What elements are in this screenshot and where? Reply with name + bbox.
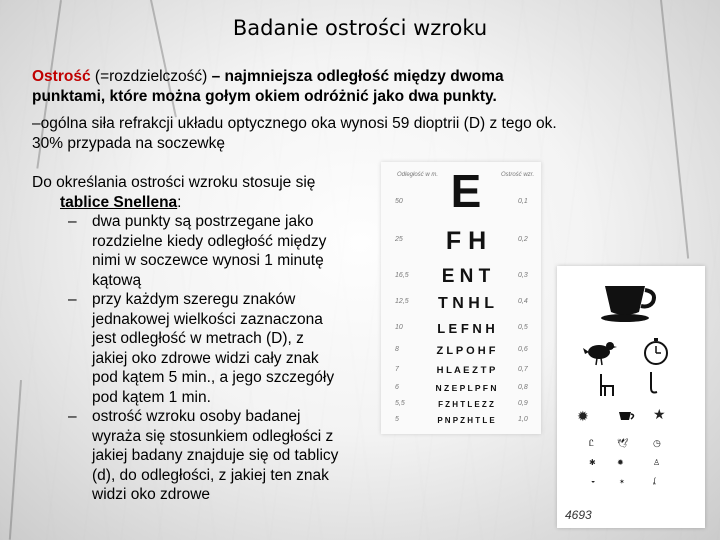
snellen-acuity: 0,4 bbox=[518, 298, 528, 305]
bullet-line: wyraża się stosunkiem odległości z bbox=[92, 427, 334, 445]
bullet-line: przy każdym szeregu znaków bbox=[92, 291, 296, 308]
snellen-acuity: 0,3 bbox=[518, 272, 528, 279]
snellen-acuity: 0,8 bbox=[518, 384, 528, 391]
intro-colon: : bbox=[177, 193, 182, 211]
snellen-row bbox=[381, 319, 541, 339]
star-icon: ✱ bbox=[589, 458, 596, 467]
snellen-header-right: Ostrość wzr. bbox=[501, 172, 535, 178]
bullet-item bbox=[32, 212, 382, 290]
intro-term-line bbox=[32, 193, 382, 213]
snellen-row bbox=[381, 226, 541, 256]
picture-chart bbox=[557, 266, 705, 528]
snellen-acuity: 0,7 bbox=[518, 366, 528, 373]
snellen-row bbox=[381, 265, 541, 289]
hook-icon bbox=[647, 372, 661, 396]
snellen-row bbox=[381, 293, 541, 315]
snellen-header-left: Odległość w m. bbox=[397, 172, 439, 178]
snellen-acuity: 0,1 bbox=[518, 198, 528, 205]
snellen-distance: 7 bbox=[395, 366, 399, 373]
bullet-line: rozdzielne kiedy odległość między bbox=[92, 232, 327, 250]
snellen-distance: 8 bbox=[395, 346, 399, 353]
bullet-line: dwa punkty są postrzegane jako bbox=[92, 213, 314, 230]
definition-line-4: 30% przypada na soczewkę bbox=[32, 135, 226, 152]
chair-icon bbox=[597, 374, 617, 396]
bullet-line: jest odległość w metrach (D), z bbox=[92, 330, 304, 347]
chair-icon: ♙ bbox=[653, 458, 661, 467]
snellen-acuity: 0,2 bbox=[518, 236, 528, 243]
snellen-distance: 5 bbox=[395, 416, 399, 423]
page-title: Badanie ostrości wzroku bbox=[232, 16, 488, 40]
snellen-acuity: 0,9 bbox=[518, 400, 528, 407]
bullet-line: ostrość wzroku osoby badanej bbox=[92, 408, 301, 425]
snellen-letters: L E F N H bbox=[437, 321, 495, 336]
bird-icon bbox=[583, 338, 617, 366]
bullet-line: (d), do odległości, z jakiej ten znak bbox=[92, 466, 329, 484]
snellen-row bbox=[381, 166, 541, 216]
snellen-letters: H L A E Z T P bbox=[436, 365, 496, 376]
sun-icon: ✹ bbox=[617, 458, 624, 467]
hook-icon: ʆ bbox=[653, 478, 656, 485]
picture-chart-number: 4693 bbox=[565, 508, 592, 522]
bullet-line: widzi oko zdrowe bbox=[92, 486, 211, 503]
snellen-chart bbox=[381, 162, 541, 434]
snellen-letters: E N T bbox=[441, 266, 491, 287]
bullet-line: pod kątem 5 min., a jego szczegóły bbox=[92, 369, 335, 386]
snellen-acuity: 0,6 bbox=[518, 346, 528, 353]
bullet-item bbox=[32, 290, 382, 407]
cup-icon: ◒ bbox=[591, 478, 596, 485]
bullet-line: jakiej badany znajduje się od tablicy bbox=[92, 447, 339, 464]
snellen-term: tablice Snellena bbox=[60, 193, 178, 211]
bullet-line: jakiej oko zdrowe widzi cały znak bbox=[92, 349, 319, 367]
snellen-row bbox=[381, 398, 541, 412]
bullet-dash: – bbox=[68, 213, 77, 230]
snellen-distance: 10 bbox=[395, 324, 403, 331]
snellen-letters: F Z H T L E Z Z bbox=[438, 400, 494, 409]
snellen-row bbox=[381, 342, 541, 360]
snellen-row bbox=[381, 363, 541, 379]
definition-rest: – najmniejsza odległość między dwoma bbox=[211, 68, 504, 85]
snellen-acuity: 0,5 bbox=[518, 324, 528, 331]
star-icon: ✶ bbox=[619, 479, 625, 486]
definition-line-3: –ogólna siła refrakcji układu optycznego oka wynosi 59 dioptrii (D) z tego ok. bbox=[32, 115, 557, 132]
snellen-distance: 12,5 bbox=[395, 298, 409, 305]
snellen-description bbox=[32, 173, 382, 505]
snellen-letters: F H bbox=[445, 227, 487, 255]
cup-icon bbox=[599, 280, 663, 324]
snellen-letters: T N H L bbox=[438, 295, 494, 312]
star-icon: ★ bbox=[653, 406, 666, 422]
snellen-letters: P N P Z H T L E bbox=[437, 416, 495, 425]
definition-paren: (=rozdzielczość) bbox=[94, 68, 208, 85]
snellen-acuity: 1,0 bbox=[518, 416, 528, 423]
hook-icon: Ꮭ bbox=[589, 438, 595, 448]
bullet-dash: – bbox=[68, 408, 77, 425]
snellen-letters: N Z E P L P F N bbox=[435, 383, 497, 393]
bullet-item bbox=[32, 407, 382, 505]
bullet-line: pod kątem 1 min. bbox=[92, 388, 211, 406]
definition-line-1 bbox=[32, 67, 672, 87]
bullet-line: jednakowej wielkości zaznaczona bbox=[92, 310, 323, 328]
definition-line-2: punktami, które można gołym okiem odróżnić jako dwa punkty. bbox=[32, 88, 497, 105]
snellen-row bbox=[381, 381, 541, 396]
cup-icon bbox=[617, 410, 637, 424]
clock-icon: ◷ bbox=[653, 438, 661, 448]
snellen-row bbox=[381, 414, 541, 428]
snellen-letters: Z L P O H F bbox=[436, 345, 496, 357]
intro-line: Do określania ostrości wzroku stosuje się bbox=[32, 174, 316, 191]
snellen-letters: E bbox=[450, 165, 482, 217]
bird-icon: 🕊 bbox=[617, 438, 629, 448]
snellen-distance: 50 bbox=[395, 198, 403, 205]
definition-term: Ostrość bbox=[32, 68, 91, 85]
snellen-distance: 25 bbox=[395, 236, 403, 243]
snellen-distance: 16,5 bbox=[395, 272, 409, 279]
snellen-distance: 6 bbox=[395, 384, 399, 391]
sun-icon: ✹ bbox=[577, 408, 589, 424]
snellen-distance: 5,5 bbox=[395, 400, 405, 407]
bullet-line: nimi w soczewce wynosi 1 minutę bbox=[92, 252, 324, 269]
clock-icon bbox=[643, 338, 669, 366]
bullet-line: kątową bbox=[92, 271, 142, 289]
bullet-dash: – bbox=[68, 291, 77, 308]
